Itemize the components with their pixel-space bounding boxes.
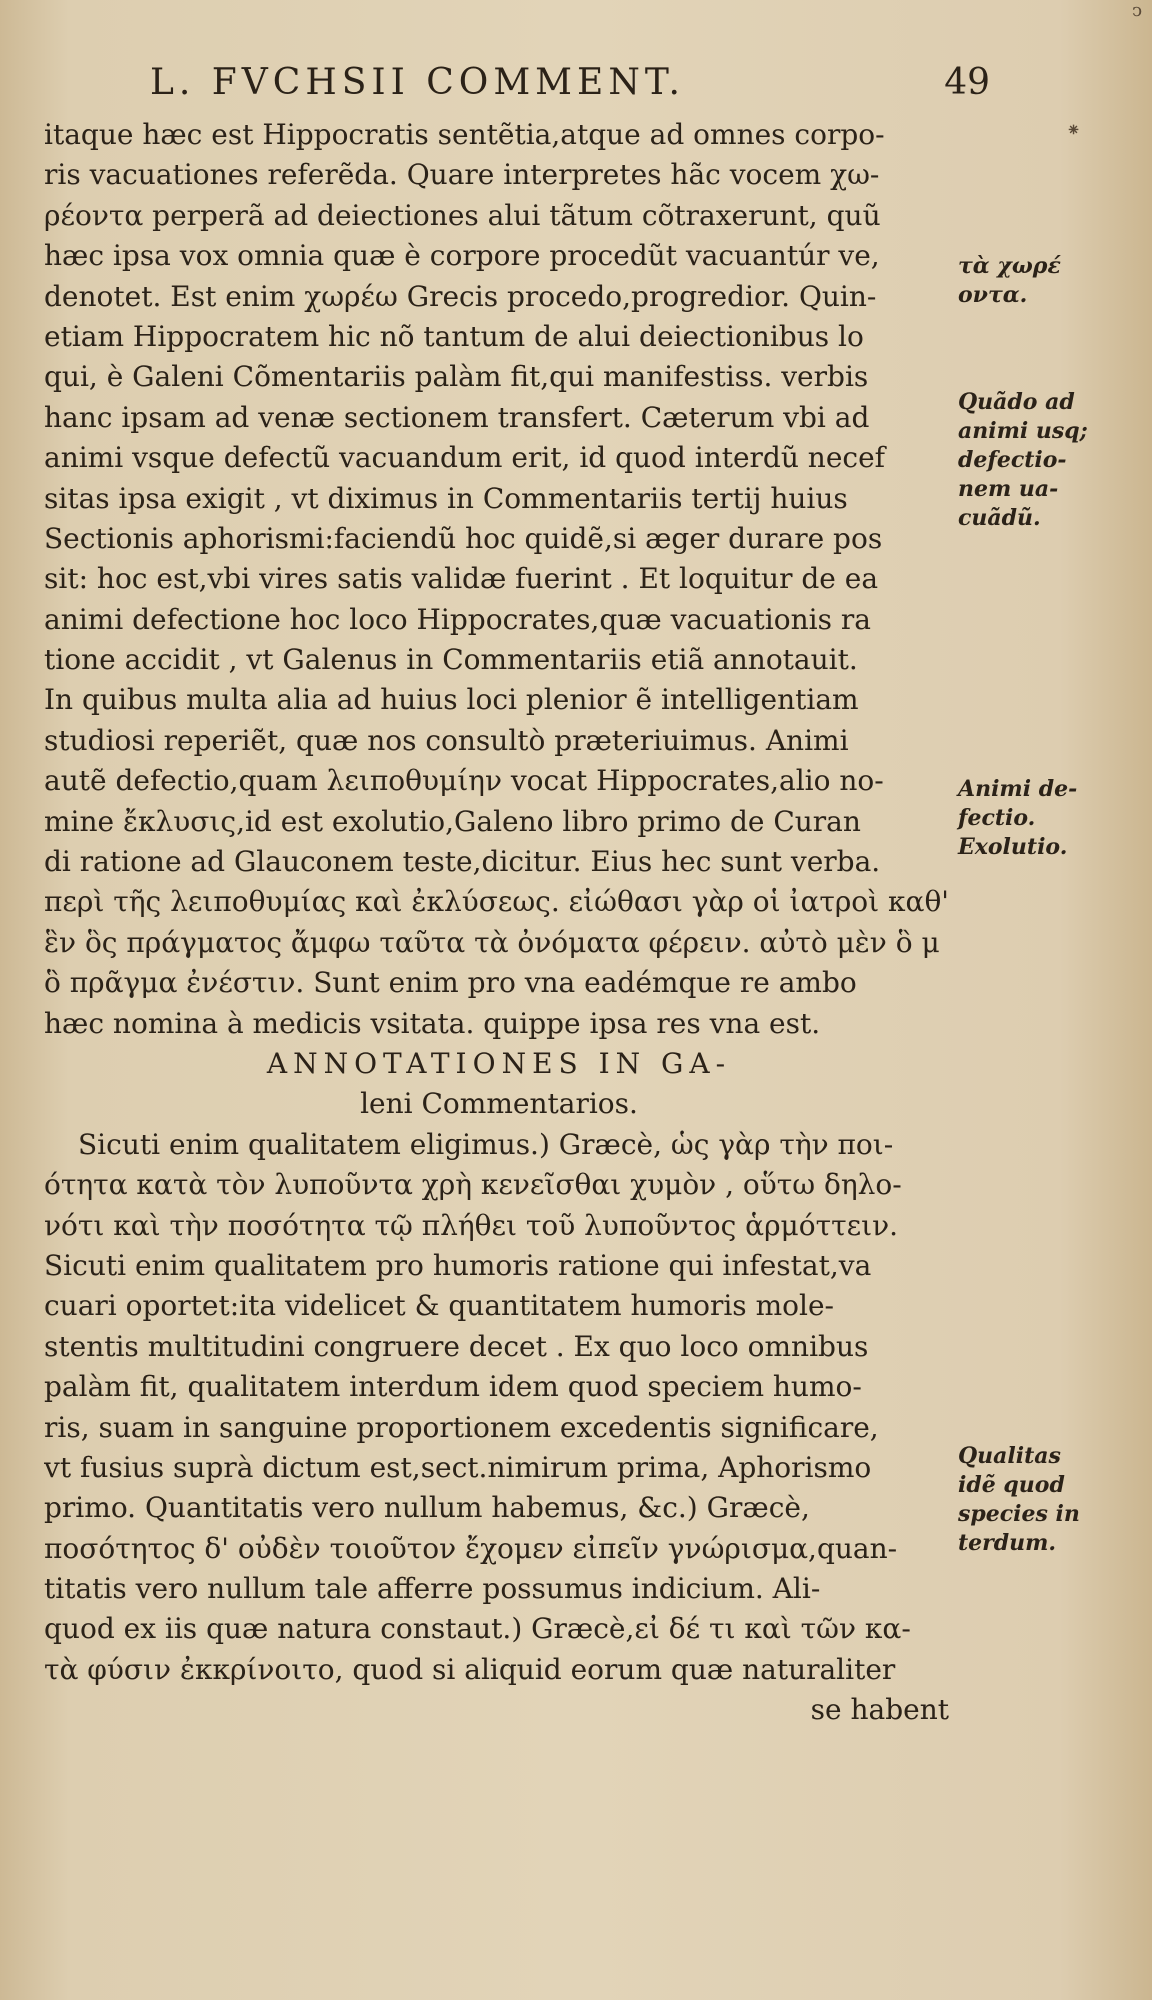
greek-text-line: ἓν ὃς πράγματος ἄμφω ταῦτα τὰ ὀνόματα φέρειν. αὐτὸ μὲν ὃ μ xyxy=(44,925,940,959)
greek-text-line: ποσότητος δ' οὐδὲν τοιοῦτον ἔχομεν εἰπεῖν γνώρισμα,quan- xyxy=(44,1531,898,1565)
text-line: Sicuti enim qualitatem eligimus.) Græcè, ὡς γὰρ τὴν ποι- xyxy=(78,1127,894,1161)
text-line: itaque hæc est Hippocratis sentẽtia,atque ad omnes corpo- xyxy=(44,118,885,151)
text-line: tione accidit , vt Galenus in Commentariis etiã annotauit. xyxy=(44,643,858,677)
margin-note: τὰ χωρέ οντα. xyxy=(958,253,1061,308)
text-line: animi vsque defectũ vacuandum erit, id quod interdũ necef xyxy=(44,441,886,475)
text-line: ris, suam in sanguine proportionem excedentis significare, xyxy=(44,1410,879,1444)
section-heading: ANNOTATIONES IN GA- xyxy=(266,1046,732,1080)
running-header xyxy=(150,58,990,108)
text-line: denotet. Est enim χωρέω Grecis procedo,progredior. Quin- xyxy=(44,279,877,313)
text-line: hanc ipsam ad venæ sectionem transfert. Cæterum vbi ad xyxy=(44,400,870,434)
text-line: mine ἔκλυσις,id est exolutio,Galeno libro primo de Curan xyxy=(44,804,861,838)
text-line: vt fusius suprà dictum est,sect.nimirum prima, Aphorismo xyxy=(44,1450,872,1484)
catchword: se habent xyxy=(810,1693,949,1727)
text-line: sit: hoc est,vbi vires satis validæ fuerint . Et loquitur de ea xyxy=(44,562,879,596)
text-line: Sicuti enim qualitatem pro humoris ratione qui infestat,va xyxy=(44,1248,872,1282)
margin-note: Qualitas idẽ quod species in terdum. xyxy=(958,1443,1080,1556)
text-line: studiosi reperiẽt, quæ nos consultò præteriuimus. Animi xyxy=(44,723,849,757)
text-line: titatis vero nullum tale afferre possumus indicium. Ali- xyxy=(44,1572,821,1606)
text-line: ris vacuationes referẽda. Quare interpretes hãc vocem χω- xyxy=(44,158,880,192)
section-subheading: leni Commentarios. xyxy=(360,1087,638,1121)
text-line: etiam Hippocratem hic nõ tantum de alui deiectionibus lo xyxy=(44,319,864,353)
text-line: palàm fit, qualitatem interdum idem quod speciem humo- xyxy=(44,1370,862,1404)
greek-text-line: ότητα κατὰ τὸν λυποῦντα χρὴ κενεῖσθαι χυμὸν , οὕτω δηλο- xyxy=(44,1168,902,1202)
text-line: hæc nomina à medicis vsitata. quippe ipsa res vna est. xyxy=(44,1006,821,1040)
margin-note: Quãdo ad animi usq; defectio- nem ua- cuãdũ. xyxy=(958,389,1088,531)
ink-mark-icon: ⁕ xyxy=(1066,120,1082,141)
text-line: stentis multitudini congruere decet . Ex quo loco omnibus xyxy=(44,1329,869,1363)
text-line: hæc ipsa vox omnia quæ è corpore procedũt vacuantúr ve, xyxy=(44,239,880,273)
text-line: cuari oportet:ita videlicet & quantitatem humoris mole- xyxy=(44,1289,834,1323)
text-line: primo. Quantitatis vero nullum habemus, &c.) Græcè, xyxy=(44,1491,810,1525)
page-number: 49 xyxy=(944,62,990,103)
ink-mark-icon: ↄ xyxy=(1132,0,1143,21)
text-line: animi defectione hoc loco Hippocrates,quæ vacuationis ra xyxy=(44,602,871,636)
greek-text-line: περὶ τῆς λειποθυμίας καὶ ἐκλύσεως. εἰώθασι γὰρ οἱ ἰατροὶ καθ' xyxy=(44,885,949,919)
text-line: di ratione ad Glauconem teste,dicitur. Eius hec sunt verba. xyxy=(44,845,881,879)
running-title: L. FVCHSII COMMENT. xyxy=(150,62,685,103)
text-line: qui, è Galeni Cõmentariis palàm fit,qui manifestiss. verbis xyxy=(44,360,869,394)
text-line: autẽ defectio,quam λειποθυμίην vocat Hippocrates,alio no- xyxy=(44,764,884,798)
text-line: sitas ipsa exigit , vt diximus in Commentariis tertij huius xyxy=(44,481,848,515)
text-line: ὃ πρᾶγμα ἐνέστιν. Sunt enim pro vna eadémque re ambo xyxy=(44,966,857,1000)
text-line: Sectionis aphorismi:faciendũ hoc quidẽ,si æger durare pos xyxy=(44,521,883,555)
text-line: quod ex iis quæ natura constaut.) Græcè,εἰ δέ τι καὶ τῶν κα- xyxy=(44,1612,911,1646)
text-line: In quibus multa alia ad huius loci plenior ẽ intelligentiam xyxy=(44,683,859,717)
text-line: ρέοντα perperã ad deiectiones alui tãtum cõtraxerunt, quũ xyxy=(44,198,881,232)
main-text-column xyxy=(44,115,954,1731)
greek-text-line: νότι καὶ τὴν ποσότητα τῷ πλήθει τοῦ λυποῦντος ἁρμόττειν. xyxy=(44,1208,898,1242)
text-line: τὰ φύσιν ἐκκρίνοιτο, quod si aliquid eorum quæ naturaliter xyxy=(44,1652,896,1686)
margin-note: Animi de- fectio. Exolutio. xyxy=(958,776,1078,860)
